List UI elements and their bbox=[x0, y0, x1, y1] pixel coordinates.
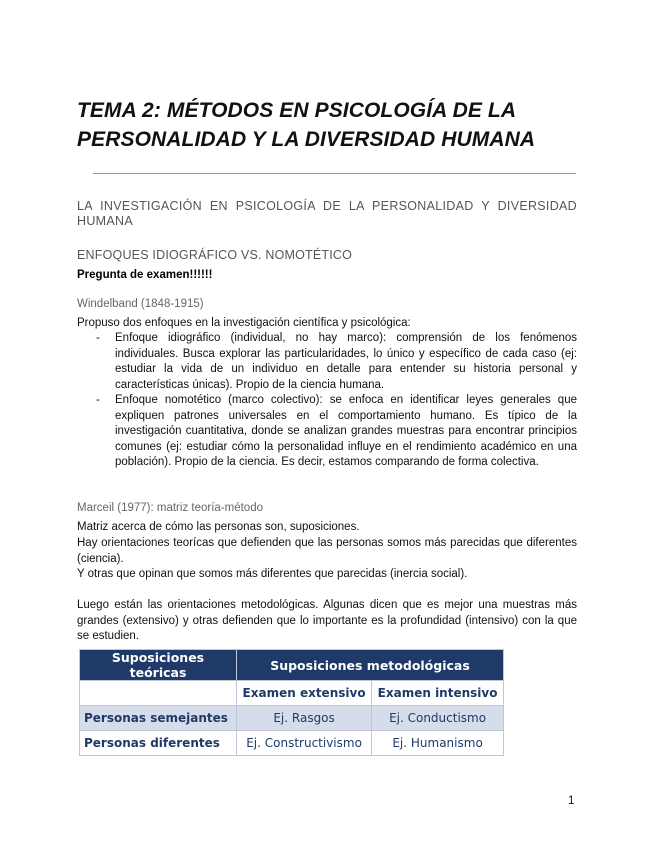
intensive-header: Examen intensivo bbox=[372, 681, 504, 706]
marceil-p1: Matriz acerca de cómo las personas son, suposiciones. bbox=[77, 521, 360, 533]
table-cell: Ej. Constructivismo bbox=[237, 731, 372, 756]
page-title: TEMA 2: MÉTODOS EN PSICOLOGÍA DE LA PERSONALIDAD Y LA DIVERSIDAD HUMANA bbox=[77, 99, 536, 151]
theory-method-matrix bbox=[79, 649, 504, 756]
page-number: 1 bbox=[568, 795, 575, 807]
marceil-p4: Luego están las orientaciones metodológicas. Algunas dicen que es mejor una muestras más grandes (extensivo) y otras defienden que lo importante es la profundidad (intensivo) con la que se estudien. bbox=[77, 599, 577, 642]
table-subheader-row bbox=[80, 681, 504, 706]
subsection-heading: ENFOQUES IDIOGRÁFICO VS. NOMOTÉTICO bbox=[77, 248, 353, 262]
dash-bullet-icon: - bbox=[96, 394, 100, 406]
empty-cell bbox=[80, 681, 237, 706]
col-method-header: Suposiciones metodológicas bbox=[237, 650, 504, 681]
table-cell: Ej. Conductismo bbox=[372, 706, 504, 731]
table-cell: Ej. Rasgos bbox=[237, 706, 372, 731]
row-label: Personas diferentes bbox=[80, 731, 237, 756]
col-theory-header: Suposiciones teóricas bbox=[80, 650, 237, 681]
list-item bbox=[77, 331, 577, 393]
idiographic-text: Enfoque idiográfico (individual, no hay marco): comprensión de los fenómenos individuales. Busca explorar las particularidades, lo único y específico de cada caso (ej: estudiar la vida de un individuo en detalle para entender su historia personal y características únicas). Propio de la ciencia humana. bbox=[115, 332, 577, 391]
exam-note: Pregunta de examen!!!!!! bbox=[77, 269, 213, 281]
table-cell: Ej. Humanismo bbox=[372, 731, 504, 756]
dash-bullet-icon: - bbox=[96, 332, 100, 344]
windelband-intro: Propuso dos enfoques en la investigación científica y psicológica: bbox=[77, 317, 411, 329]
list-item bbox=[77, 393, 577, 471]
marceil-heading: Marceil (1977): matriz teoría-método bbox=[77, 502, 263, 514]
table-row bbox=[80, 731, 504, 756]
table-header-row bbox=[80, 650, 504, 681]
title-divider bbox=[93, 173, 576, 174]
table-row bbox=[80, 706, 504, 731]
approaches-list bbox=[77, 331, 577, 471]
section-heading: LA INVESTIGACIÓN EN PSICOLOGÍA DE LA PERSONALIDAD Y DIVERSIDAD HUMANA bbox=[77, 199, 577, 228]
marceil-p2: Hay orientaciones teorícas que defienden que las personas somos más parecidas que diferentes (ciencia). bbox=[77, 537, 577, 565]
row-label: Personas semejantes bbox=[80, 706, 237, 731]
nomothetic-text: Enfoque nomotético (marco colectivo): se enfoca en identificar leyes generales que expliquen patrones universales en el comportamiento humano. Es típico de la investigación cuantitativa, donde se analizan grandes muestras para encontrar principios comunes (ej: estudiar cómo la personalidad influye en el rendimiento académico en una población). Propio de la ciencia. Es decir, estamos comparando de forma colectiva. bbox=[115, 394, 577, 468]
windelband-heading: Windelband (1848-1915) bbox=[77, 298, 204, 310]
marceil-p3: Y otras que opinan que somos más diferentes que parecidas (inercia social). bbox=[77, 568, 468, 580]
extensive-header: Examen extensivo bbox=[237, 681, 372, 706]
